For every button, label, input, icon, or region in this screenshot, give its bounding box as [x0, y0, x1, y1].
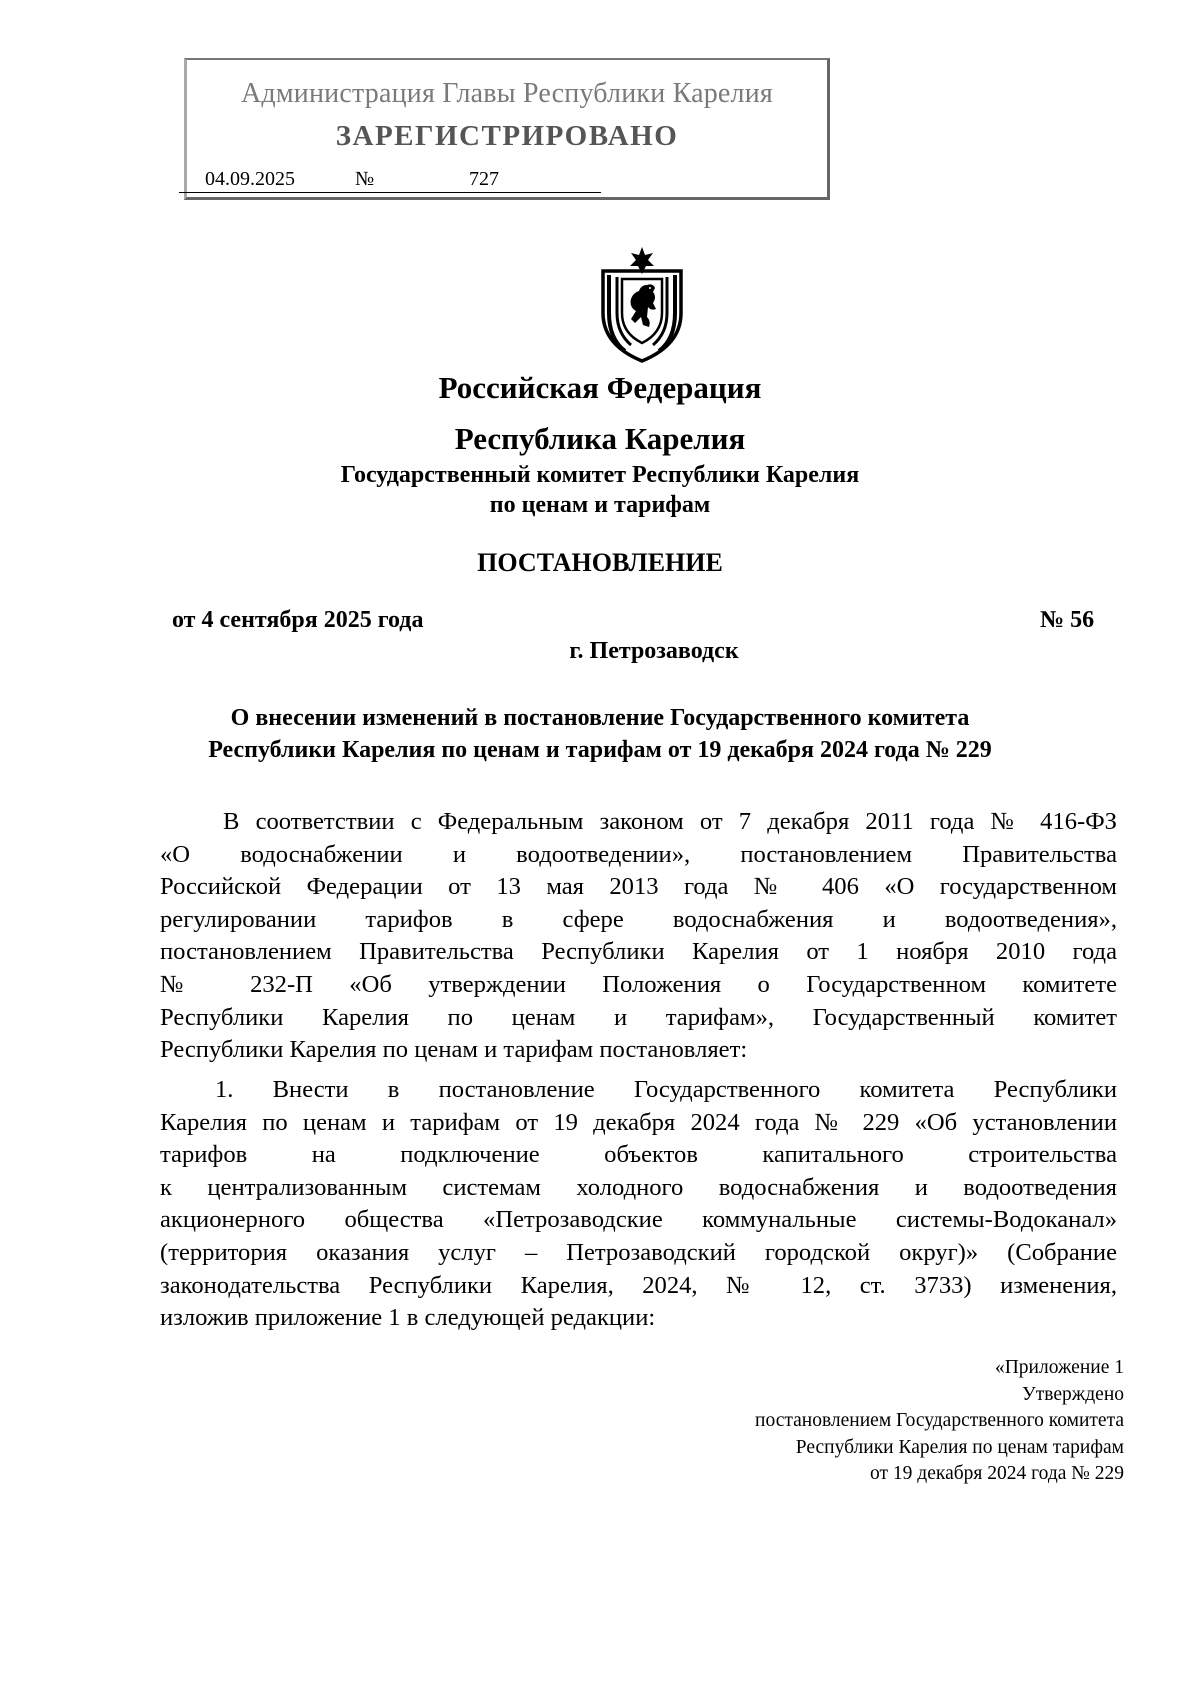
text-line: 1. Внести в постановление Государственного комитета Республики — [215, 1076, 1117, 1103]
country-name: Российская Федерация — [438, 370, 762, 405]
appendix-line: Республики Карелия по ценам тарифам — [795, 1436, 1124, 1458]
document-type: ПОСТАНОВЛЕНИЕ — [477, 548, 723, 577]
document-city: г. Петрозаводск — [569, 638, 739, 664]
document-title-line2: Республики Карелия по ценам и тарифам от 19 декабря 2024 года № 229 — [208, 737, 992, 763]
text-line: № 232-П «Об утверждении Положения о Государственном комитете — [160, 970, 1117, 998]
stamp-number-sign: № — [355, 168, 375, 190]
stamp-organization: Администрация Главы Республики Карелия — [241, 78, 773, 109]
document-date: от 4 сентября 2025 года — [172, 607, 424, 633]
text-line: Карелия по ценам и тарифам от 19 декабря 2024 года № 229 «Об установлении — [160, 1108, 1117, 1136]
stamp-number: 727 — [469, 168, 499, 190]
appendix-header — [755, 1355, 1124, 1488]
stamp-date: 04.09.2025 — [205, 168, 295, 190]
republic-name: Республика Карелия — [454, 421, 746, 456]
text-line: Республики Карелия по ценам и тарифам постановляет: — [160, 1036, 748, 1064]
appendix-line: «Приложение 1 — [994, 1357, 1124, 1378]
text-line: Республики Карелия по ценам и тарифам», Государственный комитет — [160, 1003, 1117, 1031]
text-line: акционерного общества «Петрозаводские коммунальные системы-Водоканал» — [160, 1206, 1117, 1234]
text-line: законодательства Республики Карелия, 2024, № 12, ст. 3733) изменения, — [160, 1271, 1117, 1299]
stamp-registration-line — [179, 166, 601, 193]
text-line: изложив приложение 1 в следующей редакции: — [160, 1304, 656, 1332]
text-line: «О водоснабжении и водоотведении», постановлением Правительства — [160, 840, 1117, 868]
text-line: регулировании тарифов в сфере водоснабжения и водоотведения», — [160, 905, 1117, 933]
committee-name-line2: по ценам и тарифам — [489, 492, 711, 518]
committee-name-line1: Государственный комитет Республики Карелия — [340, 462, 860, 488]
document-number: № 56 — [1040, 607, 1095, 633]
appendix-line: от 19 декабря 2024 года № 229 — [870, 1463, 1124, 1484]
document-title-line1: О внесении изменений в постановление Государственного комитета — [230, 705, 970, 731]
stamp-status: ЗАРЕГИСТРИРОВАНО — [335, 120, 679, 152]
preamble-paragraph — [160, 806, 1117, 1067]
karelia-coat-of-arms-icon — [595, 247, 689, 363]
text-line: В соответствии с Федеральным законом от 7 декабря 2011 года № 416-ФЗ — [223, 808, 1117, 835]
text-line: тарифов на подключение объектов капитального строительства — [160, 1141, 1117, 1169]
appendix-line: постановлением Государственного комитета — [755, 1410, 1124, 1431]
text-line: Российской Федерации от 13 мая 2013 года № 406 «О государственном — [160, 873, 1117, 901]
text-line: постановлением Правительства Республики Карелия от 1 ноября 2010 года — [160, 938, 1117, 966]
clause-1-paragraph — [160, 1074, 1117, 1335]
registration-stamp — [184, 58, 830, 200]
text-line: к централизованным системам холодного водоснабжения и водоотведения — [160, 1173, 1117, 1201]
text-line: (территория оказания услуг – Петрозаводский городской округ)» (Собрание — [160, 1238, 1117, 1266]
appendix-line: Утверждено — [1021, 1383, 1124, 1405]
